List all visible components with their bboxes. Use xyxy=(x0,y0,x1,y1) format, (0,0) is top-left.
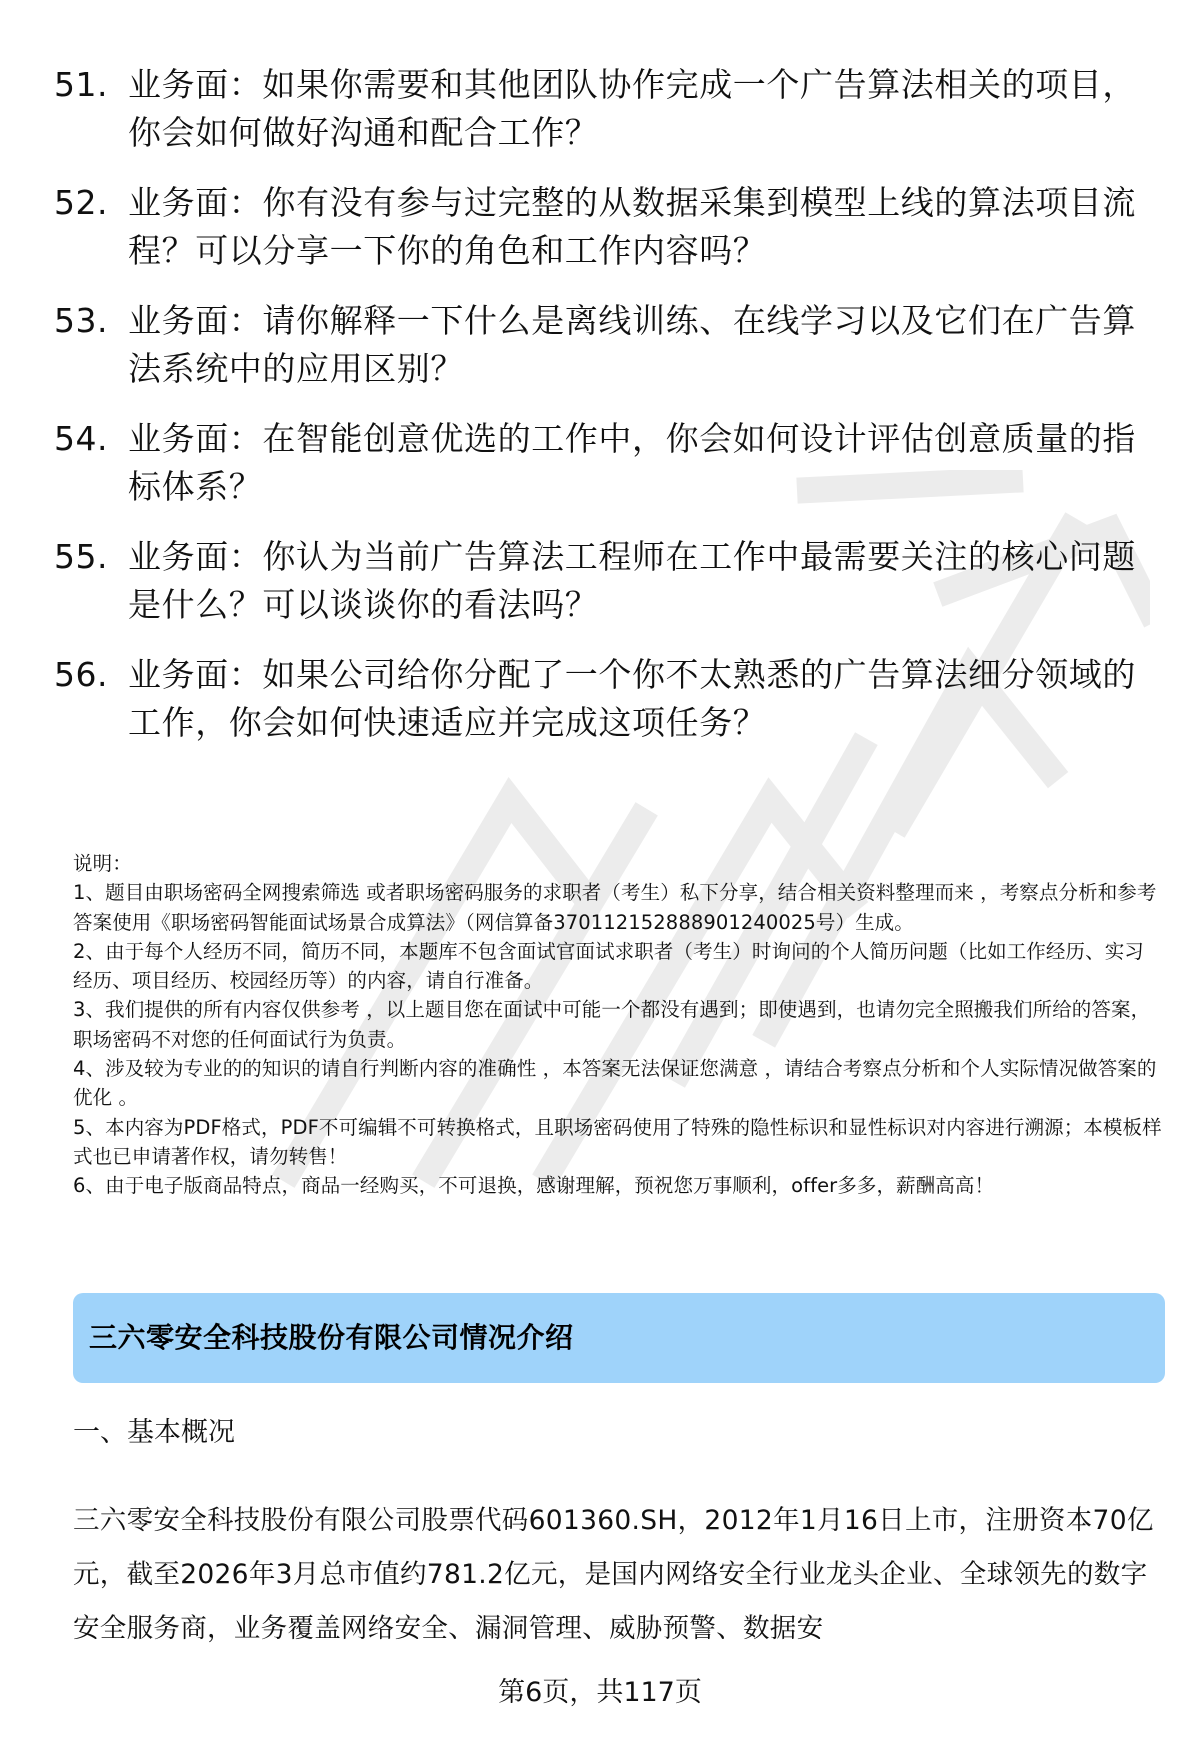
question-number: 53. xyxy=(54,301,108,340)
question-number: 52. xyxy=(54,183,108,222)
question-text: 业务面：你有没有参与过完整的从数据采集到模型上线的算法项目流程？可以分享一下你的角色和工作内容吗？ xyxy=(128,183,1136,270)
company-section-title: 三六零安全科技股份有限公司情况介绍 xyxy=(89,1321,574,1354)
note-item: 1、题目由职场密码全网搜索筛选 或者职场密码服务的求职者（考生）私下分享，结合相关资料整理而来 ，考察点分析和参考答案使用《职场密码智能面试场景合成算法》（网信算备370112152888901240025号）生成。 xyxy=(73,881,1157,934)
question-text: 业务面：如果你需要和其他团队协作完成一个广告算法相关的项目，你会如何做好沟通和配合工作？ xyxy=(128,65,1136,152)
note-item: 4、涉及较为专业的的知识的请自行判断内容的准确性 ，本答案无法保证您满意 ，请结合考察点分析和个人实际情况做答案的优化 。 xyxy=(73,1057,1157,1110)
company-overview-paragraph: 三六零安全科技股份有限公司股票代码601360.SH，2012年1月16日上市，注册资本70亿元，截至2026年3月总市值约781.2亿元，是国内网络安全行业龙头企业、全球领先的数字安全服务商，业务覆盖网络安全、漏洞管理、威胁预警、数据安 xyxy=(73,1505,1154,1644)
notes-title: 说明： xyxy=(73,852,132,875)
question-text: 业务面：如果公司给你分配了一个你不太熟悉的广告算法细分领域的工作，你会如何快速适应并完成这项任务？ xyxy=(128,655,1136,742)
disclaimer-notes xyxy=(73,849,1163,1201)
page-indicator: 第6页，共117页 xyxy=(498,1677,702,1708)
question-number: 54. xyxy=(54,419,108,458)
question-number: 55. xyxy=(54,537,108,576)
question-number: 51. xyxy=(54,65,108,104)
note-item: 2、由于每个人经历不同，简历不同，本题库不包含面试官面试求职者（考生）时询问的个人简历问题（比如工作经历、实习经历、项目经历、校园经历等）的内容，请自行准备。 xyxy=(73,939,1144,993)
section-heading-overview: 一、基本概况 xyxy=(73,1417,235,1448)
question-text: 业务面：请你解释一下什么是离线训练、在线学习以及它们在广告算法系统中的应用区别？ xyxy=(128,301,1136,388)
company-section-banner xyxy=(73,1293,1165,1383)
note-item: 3、我们提供的所有内容仅供参考 ，以上题目您在面试中可能一个都没有遇到；即使遇到，也请勿完全照搬我们所给的答案，职场密码不对您的任何面试行为负责。 xyxy=(73,998,1151,1051)
note-item: 6、由于电子版商品特点，商品一经购买，不可退换，感谢理解，预祝您万事顺利，offer多多，薪酬高高！ xyxy=(73,1174,995,1198)
question-number: 56. xyxy=(54,655,108,694)
note-item: 5、本内容为PDF格式，PDF不可编辑不可转换格式，且职场密码使用了特殊的隐性标识和显性标识对内容进行溯源；本模板样式也已申请著作权，请勿转售！ xyxy=(73,1115,1162,1168)
question-text: 业务面：你认为当前广告算法工程师在工作中最需要关注的核心问题是什么？可以谈谈你的看法吗？ xyxy=(128,537,1136,624)
question-text: 业务面：在智能创意优选的工作中，你会如何设计评估创意质量的指标体系？ xyxy=(128,419,1136,506)
